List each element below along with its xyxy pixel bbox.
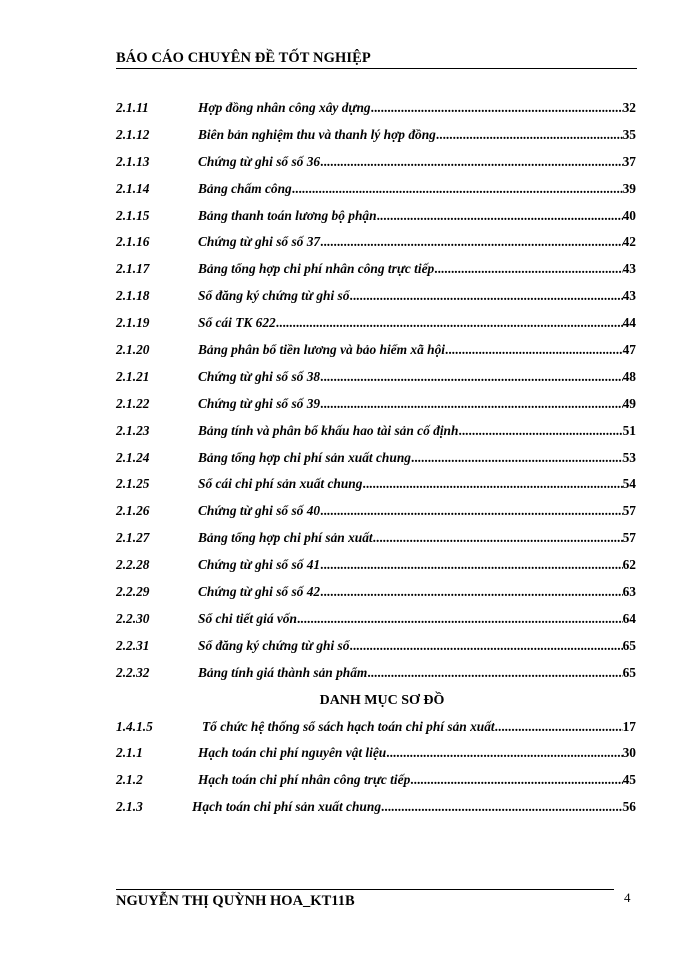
toc-row: [116, 310, 636, 337]
toc-entry: [192, 794, 636, 821]
toc-page-number: 17: [622, 718, 636, 734]
toc-number: 2.1.26: [116, 503, 150, 519]
footer-divider: [116, 889, 614, 890]
toc-entry: [198, 633, 636, 660]
toc-title: Sổ đăng ký chứng từ ghi sổ: [198, 288, 350, 304]
toc-title: Hạch toán chi phí nguyên vật liệu: [198, 745, 387, 761]
header-divider: [116, 68, 637, 69]
dot-leader: [381, 794, 623, 821]
toc-number: 2.1.22: [116, 395, 150, 411]
toc-page-number: 32: [622, 100, 636, 115]
dot-leader: [411, 445, 623, 472]
toc-title: Chứng từ ghi sổ số 40: [198, 503, 321, 519]
toc-number: 2.2.29: [116, 584, 150, 600]
toc-number: 1.4.1.5: [116, 718, 153, 734]
toc-title: Hạch toán chi phí nhân công trực tiếp: [198, 772, 411, 788]
toc-title: Bảng tính giá thành sản phẩm: [198, 664, 368, 680]
toc-row: [116, 95, 636, 122]
toc-page-number: 49: [622, 395, 636, 411]
toc-number: 2.1.15: [116, 207, 150, 223]
toc-number: 2.1.23: [116, 422, 150, 438]
toc-page-number: 56: [622, 799, 636, 815]
toc-entry: [198, 498, 636, 525]
toc-page-number: 45: [622, 772, 636, 788]
toc-title: Chứng từ ghi sổ số 41: [198, 557, 321, 573]
toc-number: 2.1.17: [116, 261, 150, 277]
toc-row: [116, 606, 636, 633]
toc-row: [116, 498, 636, 525]
toc-page-number: 42: [622, 234, 636, 250]
toc-title: Bảng thanh toán lương bộ phận: [198, 207, 377, 223]
dot-leader: [386, 740, 622, 767]
toc-title: Biên bản nghiệm thu và thanh lý hợp đồng: [198, 126, 436, 142]
dot-leader: [377, 203, 623, 230]
dot-leader: [349, 283, 622, 310]
toc-title: Bảng tính và phân bổ khấu hao tài sản cố định: [198, 422, 459, 438]
toc-number: 2.1.20: [116, 342, 150, 358]
toc-entry: [198, 606, 636, 633]
toc-page-number: 54: [622, 476, 636, 492]
toc-row: [116, 714, 636, 741]
toc-number: 2.1.14: [116, 180, 150, 196]
toc-entry: [198, 256, 636, 283]
table-of-contents: [116, 95, 636, 821]
toc-entry: [198, 203, 636, 230]
toc-page-number: 47: [622, 342, 636, 358]
toc-row: [116, 794, 636, 821]
toc-page-number: 62: [622, 557, 636, 573]
toc-title: Bảng tổng hợp chi phí sản xuất: [198, 530, 373, 546]
footer-author: NGUYỄN THỊ QUỲNH HOA_KT11B: [116, 893, 355, 909]
toc-entry: [198, 391, 636, 418]
toc-row: [116, 149, 636, 176]
toc-number: 2.1.19: [116, 315, 150, 331]
dot-leader: [349, 633, 622, 660]
toc-row: [116, 525, 636, 552]
dot-leader: [276, 310, 623, 337]
toc-row: [116, 418, 636, 445]
dot-leader: [436, 122, 623, 149]
toc-row: [116, 445, 636, 472]
toc-title: Hạch toán chi phí sản xuất chung: [192, 799, 382, 815]
toc-page-number: 65: [622, 637, 636, 653]
toc-entry: [198, 525, 636, 552]
toc-number: 2.1.11: [116, 100, 149, 115]
toc-title: Chứng từ ghi sổ số 39: [198, 395, 321, 411]
toc-row: [116, 203, 636, 230]
toc-number: 2.1.24: [116, 449, 150, 465]
toc-title: Hợp đồng nhân công xây dựng: [198, 100, 371, 115]
toc-page-number: 57: [622, 503, 636, 519]
toc-title: Sổ chi tiết giá vốn: [198, 610, 297, 626]
toc-entry: [198, 229, 636, 256]
toc-row: [116, 256, 636, 283]
dot-leader: [434, 256, 622, 283]
toc-number: 2.2.30: [116, 610, 150, 626]
dot-leader: [445, 337, 623, 364]
toc-number: 2.2.31: [116, 637, 150, 653]
dot-leader: [371, 95, 623, 122]
toc-page-number: 37: [622, 153, 636, 169]
toc-page-number: 44: [622, 315, 636, 331]
toc-title: Chứng từ ghi sổ số 37: [198, 234, 321, 250]
toc-row: [116, 229, 636, 256]
page-number: 4: [624, 890, 631, 905]
dot-leader: [362, 471, 622, 498]
toc-entry: [198, 552, 636, 579]
dot-leader: [320, 552, 623, 579]
toc-page-number: 51: [622, 422, 636, 438]
toc-page-number: 65: [622, 664, 636, 680]
toc-row: [116, 660, 636, 687]
toc-row: [116, 552, 636, 579]
toc-entry: [198, 579, 636, 606]
toc-number: 2.1.2: [116, 772, 143, 788]
dot-leader: [367, 660, 622, 687]
dot-leader: [320, 391, 623, 418]
table-list: [116, 95, 636, 687]
toc-number: 2.1.18: [116, 288, 150, 304]
toc-row: [116, 471, 636, 498]
toc-number: 2.1.3: [116, 799, 143, 815]
dot-leader: [458, 418, 622, 445]
dot-leader: [320, 364, 623, 391]
toc-entry: [198, 660, 636, 687]
toc-page-number: 40: [622, 207, 636, 223]
toc-page-number: 57: [622, 530, 636, 546]
toc-number: 2.2.32: [116, 664, 150, 680]
toc-entry: [202, 714, 636, 741]
toc-row: [116, 740, 636, 767]
toc-number: 2.1.21: [116, 368, 150, 384]
toc-page-number: 39: [622, 180, 636, 196]
section-heading: DANH MỤC SƠ ĐỒ: [319, 692, 445, 708]
dot-leader: [320, 498, 623, 525]
toc-entry: [198, 767, 636, 794]
toc-page-number: 64: [622, 610, 636, 626]
toc-entry: [198, 149, 636, 176]
toc-entry: [198, 471, 636, 498]
toc-row: [116, 122, 636, 149]
toc-title: Chứng từ ghi sổ số 38: [198, 368, 321, 384]
toc-entry: [198, 418, 636, 445]
toc-row: [116, 337, 636, 364]
toc-page-number: 63: [622, 584, 636, 600]
toc-number: 2.1.13: [116, 153, 150, 169]
toc-title: Sổ đăng ký chứng từ ghi sổ: [198, 637, 350, 653]
toc-page-number: 35: [622, 126, 636, 142]
toc-number: 2.2.28: [116, 557, 150, 573]
toc-title: Sổ cái TK 622: [198, 315, 276, 331]
toc-title: Sổ cái chi phí sản xuất chung: [198, 476, 363, 492]
toc-entry: [198, 176, 636, 203]
dot-leader: [320, 579, 623, 606]
toc-page-number: 53: [622, 449, 636, 465]
toc-number: 2.1.12: [116, 126, 150, 142]
toc-title: Chứng từ ghi sổ số 36: [198, 153, 321, 169]
toc-entry: [198, 445, 636, 472]
toc-title: Chứng từ ghi sổ số 42: [198, 584, 321, 600]
toc-page-number: 43: [622, 261, 636, 277]
toc-entry: [198, 122, 636, 149]
toc-page-number: 43: [622, 288, 636, 304]
dot-leader: [292, 176, 623, 203]
document-header: BÁO CÁO CHUYÊN ĐỀ TỐT NGHIỆP: [116, 50, 371, 66]
toc-number: 2.1.25: [116, 476, 150, 492]
toc-row: [116, 767, 636, 794]
toc-row: [116, 579, 636, 606]
dot-leader: [495, 714, 623, 741]
dot-leader: [320, 229, 623, 256]
toc-entry: [198, 283, 636, 310]
toc-row: [116, 391, 636, 418]
toc-title: Bảng tổng hợp chi phí nhân công trực tiếp: [198, 261, 435, 277]
toc-title: Bảng tổng hợp chi phí sản xuất chung: [198, 449, 411, 465]
toc-entry: [198, 95, 636, 122]
toc-title: Bảng phân bổ tiền lương và bảo hiểm xã hội: [198, 342, 445, 358]
toc-number: 2.1.27: [116, 530, 150, 546]
diagram-list: [116, 714, 636, 822]
dot-leader: [410, 767, 622, 794]
dot-leader: [373, 525, 623, 552]
toc-row: [116, 176, 636, 203]
toc-number: 2.1.16: [116, 234, 150, 250]
toc-page-number: 30: [622, 745, 636, 761]
toc-entry: [198, 740, 636, 767]
toc-entry: [198, 310, 636, 337]
toc-row: [116, 364, 636, 391]
toc-entry: [198, 337, 636, 364]
toc-number: 2.1.1: [116, 745, 143, 761]
toc-page-number: 48: [622, 368, 636, 384]
toc-title: Bảng chấm công: [198, 180, 292, 196]
toc-row: [116, 633, 636, 660]
toc-title: Tổ chức hệ thống sổ sách hạch toán chi phí sản xuất: [202, 718, 495, 734]
toc-row: [116, 283, 636, 310]
toc-entry: [198, 364, 636, 391]
dot-leader: [297, 606, 623, 633]
dot-leader: [320, 149, 623, 176]
